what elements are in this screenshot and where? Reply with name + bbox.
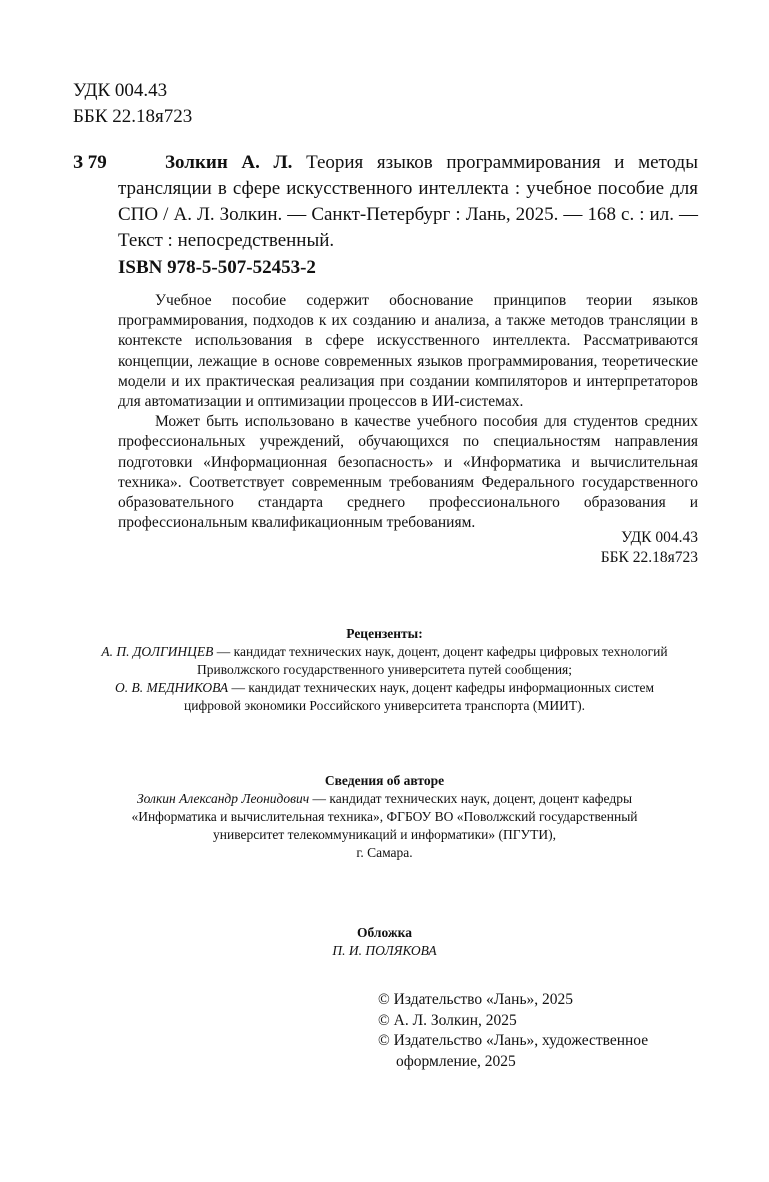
annotation xyxy=(118,291,698,533)
annotation-paragraph: Может быть использовано в качестве учебного пособия для студентов средних профессиональных учреждений, обучающихся по специальностям направления подготовки «Информационная безопасность» и «Информатика и вычислительная техника». Соответствует современным требованиям Федерального государственного образовательного стандарта среднего профессионального образования и профессиональным квалификационным требованиям. xyxy=(118,413,698,532)
cover-credit xyxy=(60,924,709,960)
reviewer-1 xyxy=(60,643,709,661)
bbk-code-bottom: ББК 22.18я723 xyxy=(600,549,698,567)
copyright-block xyxy=(378,990,698,1072)
author-info-line xyxy=(60,790,709,808)
cover-title: Обложка xyxy=(356,925,412,940)
author-info-city: г. Самара. xyxy=(356,845,413,860)
author-desc: — кандидат технических наук, доцент, доцент кафедры xyxy=(309,791,633,806)
isbn: ISBN 978-5-507-52453-2 xyxy=(118,257,316,278)
udk-code-bottom: УДК 004.43 xyxy=(621,529,698,546)
udk-code: УДК 004.43 xyxy=(73,80,168,101)
reviewer-2-affiliation: цифровой экономики Российского университета транспорта (МИИТ). xyxy=(184,698,585,713)
reviewer-1-affiliation: Приволжского государственного университета путей сообщения; xyxy=(196,662,573,677)
reviewer-1-desc: — кандидат технических наук, доцент, доцент кафедры цифровых технологий xyxy=(213,644,668,659)
bibliographic-record xyxy=(118,150,698,254)
reviewers-title: Рецензенты: xyxy=(346,626,423,641)
biblio-author: Золкин А. Л. xyxy=(165,152,293,173)
reviewer-2-name: О. В. МЕДНИКОВА xyxy=(114,680,229,695)
annotation-paragraph: Учебное пособие содержит обоснование принципов теории языков программирования, подходов к их созданию и анализа, а также методов трансляции в контексте использования в сфере искусственного интеллекта. Рассматриваются концепции, лежащие в основе современных языков программирования, теоретические модели и их практическая реализация при создании компиляторов и интерпретаторов для автоматизации и оптимизации процессов в ИИ-системах. xyxy=(118,292,698,411)
copyright-line: © А. Л. Золкин, 2025 xyxy=(378,1011,517,1029)
author-info-line: «Информатика и вычислительная техника», ФГБОУ ВО «Поволжский государственный xyxy=(131,809,638,824)
reviewer-2 xyxy=(60,679,709,697)
reviewers-block xyxy=(60,625,709,715)
biblio-description: Теория языков программирования и методы трансляции в сфере искусственного интеллекта : учебное пособие для СПО / А. Л. Золкин. — Санкт-Петербург : Лань, 2025. — 168 с. : ил. — Текст : непосредственный. xyxy=(118,152,698,251)
author-sign: З 79 xyxy=(73,152,107,173)
reviewer-2-desc: — кандидат технических наук, доцент кафедры информационных систем xyxy=(228,680,655,695)
udk-footer xyxy=(601,528,698,568)
author-full-name: Золкин Александр Леонидович xyxy=(136,791,310,806)
author-info-block xyxy=(60,772,709,862)
author-info-line: университет телекоммуникаций и информатики» (ПГУТИ), xyxy=(213,827,556,842)
reviewer-1-name: А. П. ДОЛГИНЦЕВ xyxy=(101,644,214,659)
udk-header xyxy=(73,78,192,130)
cover-artist: П. И. ПОЛЯКОВА xyxy=(332,943,437,958)
copyright-line: © Издательство «Лань», художественное оформление, 2025 xyxy=(378,1032,649,1070)
copyright-line: © Издательство «Лань», 2025 xyxy=(378,991,574,1008)
author-info-title: Сведения об авторе xyxy=(324,773,445,788)
bbk-code: ББК 22.18я723 xyxy=(73,106,193,127)
